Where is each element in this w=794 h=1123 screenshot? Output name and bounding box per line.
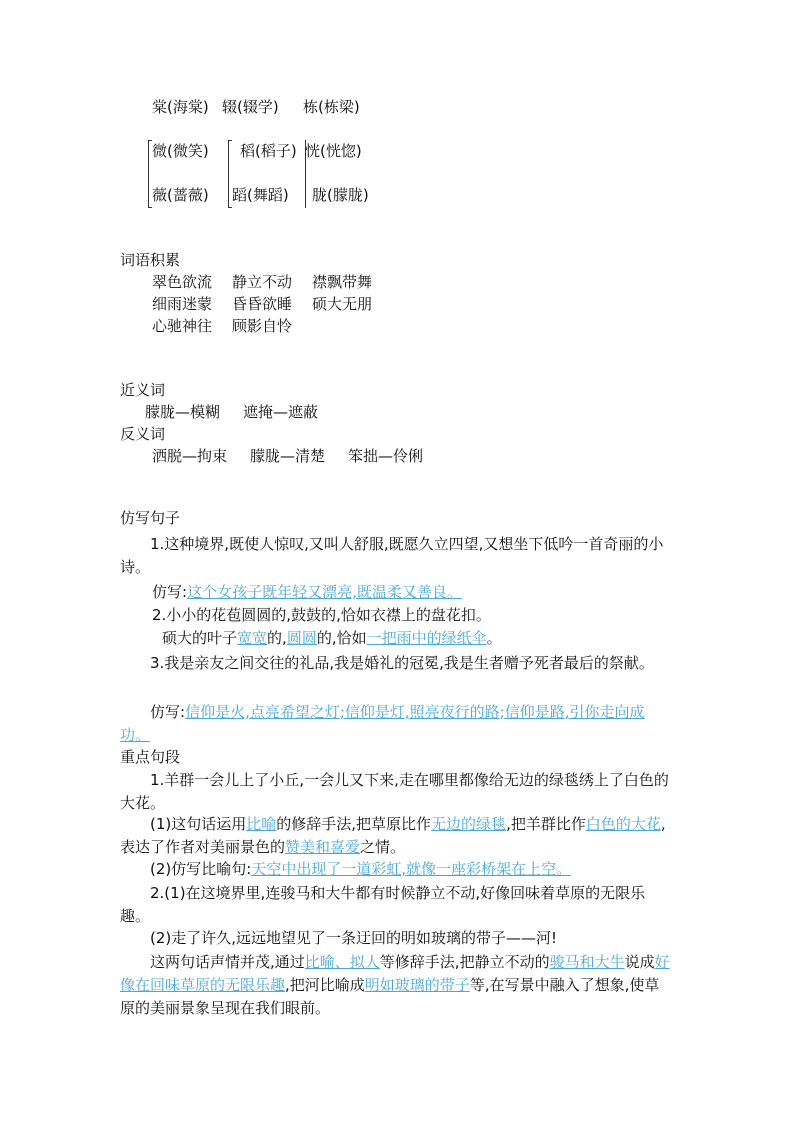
char-entry: 棠(海棠) (152, 98, 209, 116)
antonym-pair: 朦胧—清楚 (250, 447, 326, 465)
antonym-pair: 洒脱—拘束 (152, 447, 228, 465)
bracket-line (148, 140, 149, 208)
vocab-word: 翠色欲流 (152, 273, 213, 291)
char-entry: 胧(朦胧) (312, 186, 369, 204)
example-sentence: 2.小小的花苞圆圆的,鼓鼓的,恰如衣襟上的盘花扣。 (152, 606, 491, 624)
answer-text: 天空中出现了一道彩虹,就像一座彩桥架在上空。 (251, 860, 572, 878)
passage-text: 1.羊群一会儿上了小丘,一会儿又下来,走在哪里都像给无边的绿毯绣上了白色的大花。 (120, 771, 669, 812)
answer-text: 圆圆 (286, 629, 317, 647)
section-title: 词语积累 (120, 251, 181, 269)
char-entry: 栋(栋梁) (303, 98, 360, 116)
imitation-line (120, 701, 670, 747)
char-entry: 稻(稻子) (240, 142, 297, 160)
analysis-text (150, 859, 571, 879)
text-fragment: 的修辞手法,把草原比作 (276, 815, 432, 833)
imitation-line (162, 628, 502, 648)
text-fragment: 的,恰如 (316, 629, 367, 647)
answer-text: 这个女孩子既年轻又漂亮,既温柔又善良。 (187, 583, 462, 601)
answer-text: 宽宽 (237, 629, 268, 647)
answer-text: 一把雨中的绿纸伞 (366, 629, 487, 647)
answer-text: 白色的大花 (585, 815, 661, 833)
answer-text: 信仰是火,点亮希望之灯;信仰是灯,照亮夜行的路;信仰是路,引你走向成功。 (120, 703, 645, 744)
analysis-text (120, 813, 670, 859)
analysis-text (120, 951, 670, 1020)
vocab-word: 硕大无朋 (312, 295, 373, 313)
char-entry: 蹈(舞蹈) (232, 186, 289, 204)
text-fragment: 这两句话声情并茂,通过 (150, 953, 305, 971)
synonym-pair: 朦胧—模糊 (145, 403, 221, 421)
vocab-word: 细雨迷蒙 (152, 295, 213, 313)
text-fragment: 说成 (624, 953, 655, 971)
vocab-word: 静立不动 (232, 273, 293, 291)
passage-text: (2)走了许久,远远地望见了一条迂回的明如玻璃的带子——河! (150, 929, 558, 947)
text-fragment: (2)仿写比喻句: (150, 860, 252, 878)
vocab-word: 昏昏欲睡 (232, 295, 293, 313)
answer-text: 赞美和喜爱 (285, 838, 361, 856)
text-fragment: 等,在写景中融入了想象,使草原的美丽景象呈现在我们眼前。 (120, 976, 660, 1017)
answer-text: 比喻 (246, 815, 277, 833)
imitation-label: 仿写: (152, 583, 188, 601)
text-fragment: ,表达了作者对美丽景色的 (120, 815, 666, 856)
section-title: 重点句段 (120, 748, 181, 766)
vocab-word: 顾影自怜 (232, 317, 293, 335)
bracket-line (228, 140, 229, 208)
text-fragment: (1)这句话运用 (150, 815, 247, 833)
bracket-line (148, 207, 152, 208)
char-entry: 微(微笑) (152, 142, 209, 160)
char-entry: 薇(蔷薇) (152, 186, 209, 204)
section-title: 近义词 (120, 381, 166, 399)
text-fragment: 之情。 (360, 838, 406, 856)
text-fragment: 等修辞手法,把静立不动的 (379, 953, 550, 971)
bracket-line (228, 207, 232, 208)
section-title: 反义词 (120, 425, 166, 443)
text-fragment: 硕大的叶子 (162, 629, 238, 647)
vocab-word: 心驰神往 (152, 317, 213, 335)
answer-text: 好像在回味草原的无限乐趣 (120, 953, 670, 994)
text-fragment: ,把羊群比作 (506, 815, 586, 833)
imitation-label: 仿写: (150, 703, 186, 721)
text-fragment: ,把河比喻成 (285, 976, 365, 994)
vocab-word: 襟飘带舞 (312, 273, 373, 291)
section-title: 仿写句子 (120, 509, 181, 527)
answer-text: 比喻、拟人 (304, 953, 380, 971)
bracket-line (228, 140, 232, 141)
answer-text: 无边的绿毯 (431, 815, 507, 833)
text-fragment: 。 (486, 629, 502, 647)
passage-text: 2.(1)在这境界里,连骏马和大牛都有时候静立不动,好像回味着草原的无限乐趣。 (120, 884, 646, 925)
synonym-pair: 遮掩—遮蔽 (243, 403, 319, 421)
answer-text: 明如玻璃的带子 (364, 976, 470, 994)
answer-text: 骏马和大牛 (549, 953, 625, 971)
char-entry: 辍(辍学) (222, 98, 279, 116)
example-sentence: 1.这种境界,既使人惊叹,又叫人舒服,既愿久立四望,又想坐下低吟一首奇丽的小诗。 (120, 535, 664, 576)
text-fragment: 的, (267, 629, 287, 647)
antonym-pair: 笨拙—伶俐 (348, 447, 424, 465)
imitation-line (152, 582, 462, 602)
example-sentence: 3.我是亲友之间交往的礼品,我是婚礼的冠冕,我是生者赠予死者最后的祭献。 (150, 654, 654, 672)
char-entry: 恍(恍惚) (305, 142, 362, 160)
